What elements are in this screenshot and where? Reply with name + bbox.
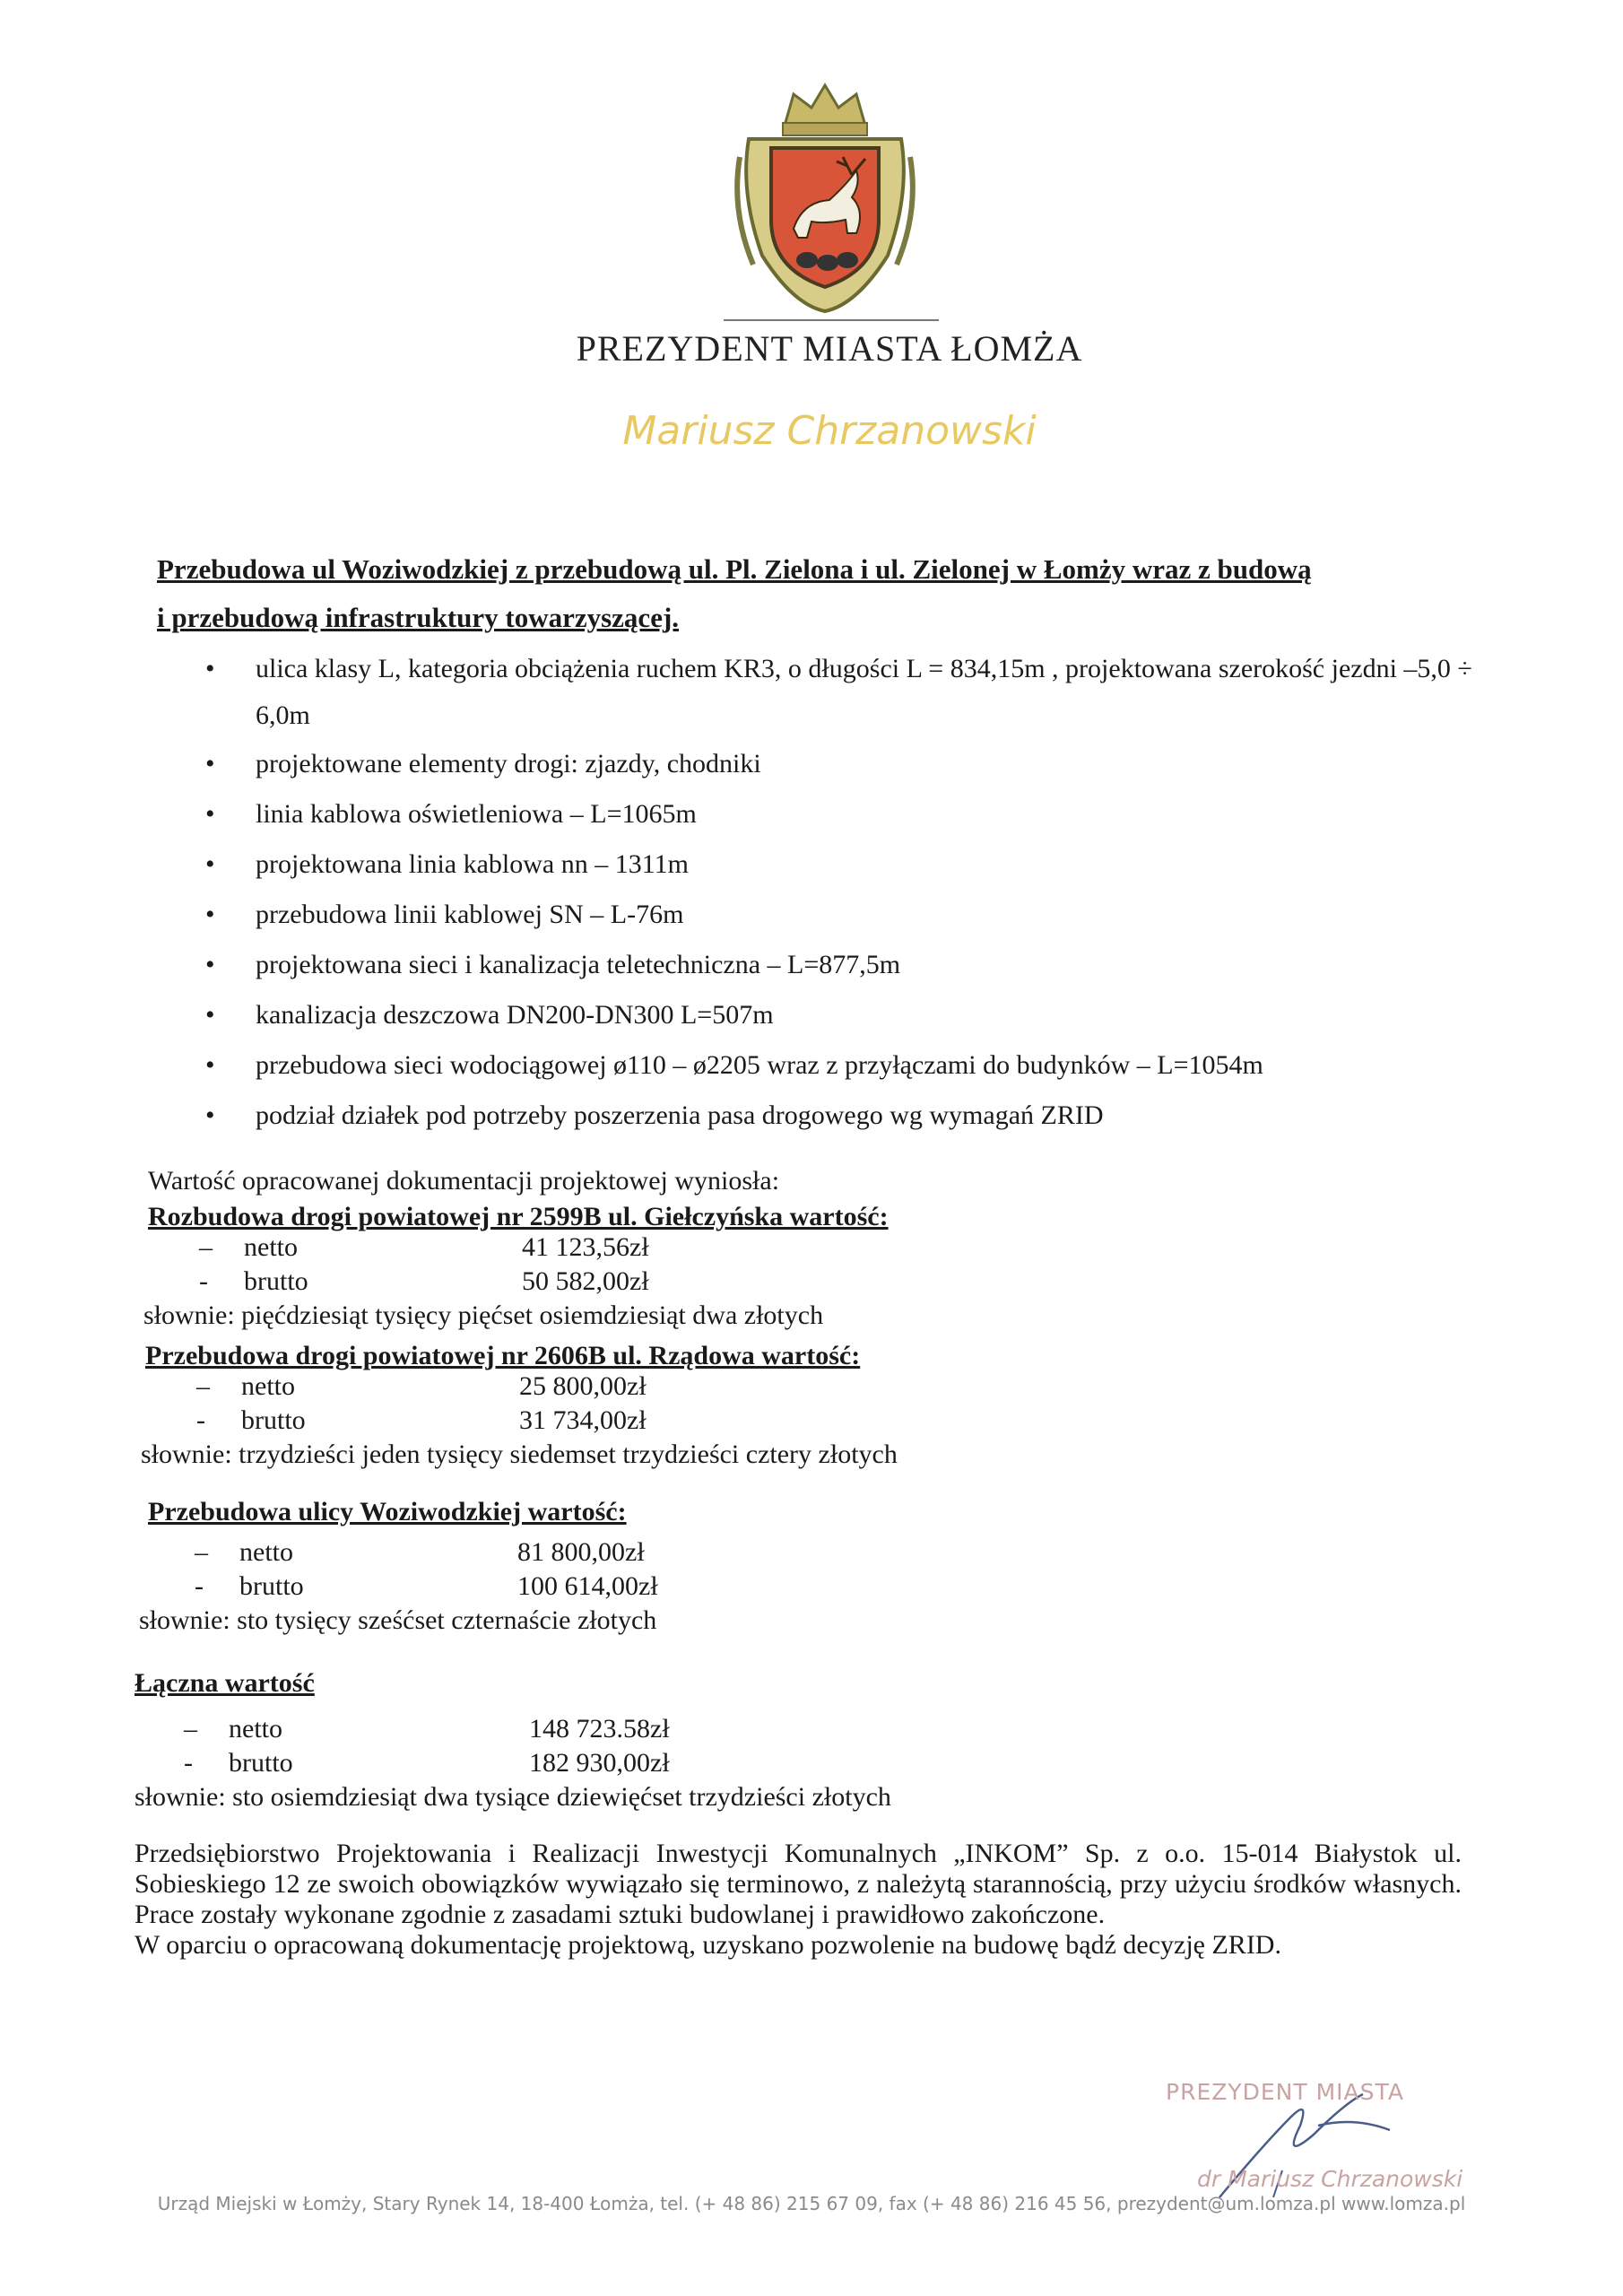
amount-in-words: słownie: sto osiemdziesiąt dwa tysiące dziewięćset trzydzieści złotych (135, 1782, 891, 1812)
list-item: • podział działek pod potrzeby poszerzenia pasa drogowego wg wymagań ZRID (205, 1100, 1104, 1130)
value-section (141, 1341, 1221, 1470)
list-item: • przebudowa sieci wodociągowej ø110 – ø2205 wraz z przyłączami do budynków – L=1054m (205, 1050, 1263, 1080)
permit-statement: W oparciu o opracowaną dokumentację projektową, uzyskano pozwolenie na budowę bądź decyzję ZRID. (135, 1930, 1281, 1960)
stamp-title: PREZYDENT MIASTA (1166, 2079, 1404, 2105)
netto-row: – netto 81 800,00zł (195, 1537, 645, 1567)
value-section (135, 1666, 1300, 1813)
scope-list (193, 646, 1493, 1141)
list-item: • przebudowa linii kablowej SN – L-76m (205, 900, 684, 929)
values-intro: Wartość opracowanej dokumentacji projektowej wyniosła: (148, 1166, 780, 1196)
netto-row: – netto 148 723.58zł (184, 1714, 670, 1744)
list-item: • projektowane elementy drogi: zjazdy, chodniki (205, 749, 761, 778)
stones-icon (796, 252, 858, 271)
value-section (143, 1202, 1224, 1331)
stamp-name: dr Mariusz Chrzanowski (1197, 2166, 1463, 2192)
brutto-row: - brutto 100 614,00zł (195, 1571, 658, 1601)
heading-line-2: i przebudową infrastruktury towarzyszącej. (157, 602, 680, 633)
section-title: Łączna wartość (135, 1668, 315, 1698)
project-heading (157, 545, 1448, 642)
president-name: Mariusz Chrzanowski (622, 408, 1037, 454)
closing-paragraph (135, 1839, 1462, 1961)
page-footer: Urząd Miejski w Łomży, Stary Rynek 14, 18-400 Łomża, tel. (+ 48 86) 215 67 09, fax (+ 48 86) 216 45 56, prezydent@um.lomza.pl www.lomza.pl (157, 2193, 1466, 2214)
section-title: Przebudowa ulicy Woziwodzkiej wartość: (148, 1497, 627, 1526)
brutto-row: - brutto 31 734,00zł (196, 1405, 647, 1435)
list-item: • projektowana linia kablowa nn – 1311m (205, 849, 689, 879)
amount-in-words: słownie: sto tysięcy sześćset czternaście złotych (139, 1605, 657, 1635)
netto-row: – netto 41 123,56zł (199, 1232, 649, 1262)
section-title: Rozbudowa drogi powiatowej nr 2599B ul. Giełczyńska wartość: (148, 1202, 889, 1231)
brutto-row: - brutto 182 930,00zł (184, 1748, 670, 1778)
list-item: • ulica klasy L, kategoria obciążenia ruchem KR3, o długości L = 834,15m , projektowana szerokość jezdni –5,0 ÷ 6,0m (205, 654, 1472, 730)
contractor-statement: Przedsiębiorstwo Projektowania i Realizacji Inwestycji Komunalnych „INKOM” Sp. z o.o. 15-014 Białystok ul. Sobieskiego 12 ze swoich obowiązków wywiązało się terminowo, z należytą starannością, przy użyciu środków własnych. Prace zostały wykonane zgodnie z zasadami sztuki budowlanej i prawidłowo zakończone. (135, 1839, 1462, 1929)
header-divider (724, 319, 939, 321)
city-crest-logo (722, 76, 928, 318)
amount-in-words: słownie: trzydzieści jeden tysięcy siedemset trzydzieści cztery złotych (141, 1439, 898, 1469)
heading-line-1: Przebudowa ul Woziwodzkiej z przebudową ul. Pl. Zielona i ul. Zielonej w Łomży wraz z budową (157, 553, 1312, 585)
netto-row: – netto 25 800,00zł (196, 1371, 647, 1401)
list-item: • kanalizacja deszczowa DN200-DN300 L=507m (205, 1000, 774, 1030)
value-section (139, 1495, 1224, 1637)
section-title: Przebudowa drogi powiatowej nr 2606B ul. Rządowa wartość: (145, 1341, 861, 1370)
list-item: • linia kablowa oświetleniowa – L=1065m (205, 799, 697, 829)
page-title: PREZYDENT MIASTA ŁOMŻA (576, 328, 1083, 369)
amount-in-words: słownie: pięćdziesiąt tysięcy pięćset osiemdziesiąt dwa złotych (143, 1300, 824, 1330)
list-item: • projektowana sieci i kanalizacja teletechniczna – L=877,5m (205, 950, 901, 979)
crown-icon (783, 85, 867, 135)
brutto-row: - brutto 50 582,00zł (199, 1266, 649, 1296)
